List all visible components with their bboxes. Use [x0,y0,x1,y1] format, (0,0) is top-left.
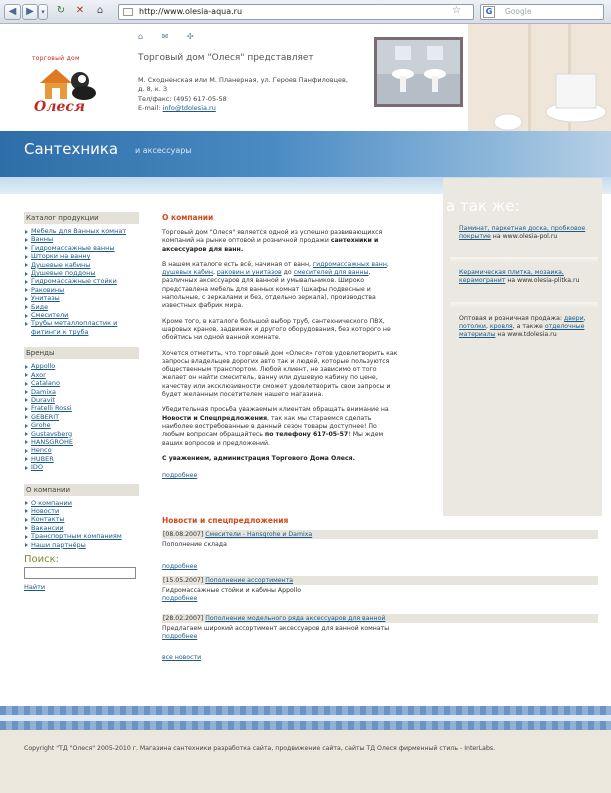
news-title-link[interactable]: Смесители - Hansgrohe и Damixa [205,531,313,538]
related-site-tile: www.olesia-plitka.ru [517,277,580,284]
related-title: а так же: [446,197,520,215]
catalog-item[interactable]: Раковины [31,285,65,294]
logo-brand: Олеся [34,99,86,115]
paragraph-4: Хочется отметить, что торговый дом «Олеся» готов удовлетворить как запросы владельцев дорогих авто так и людей, которые пользуются общественным транспортом. Любой клиент, не зависимо от того желает он найти смеситель, ванну или душевую кабину по цене, качеству или эксклюзивности сможет удовлетворить свои запросы и будет желанным посетителем нашего магазина. [162,349,398,399]
brand-item[interactable]: IDO [31,463,44,472]
logo-house-icon [36,63,102,103]
news-title: Новости и спецпредложения [162,516,289,525]
brand-item[interactable]: Axor [31,370,46,379]
paragraph-5: Убедительная просьба уважаемым клиентам обращать внимание на Новости и Спецпредложения, так как мы стараемся сделать наиболее востребованные в данный сезон товары доступнее! По любым вопросам обращайтесь по телефону 617-05-57! Мы ждем ваших вопросов и предложений. [162,406,389,447]
catalog-item[interactable]: Шторки на ванну [31,252,91,261]
browser-search-placeholder: Google [505,7,532,16]
phone: Тел/факс: (495) 617-05-58 [138,95,227,103]
news-title-link[interactable]: Пополнение модельного ряда аксессуаров для ванной [205,615,386,622]
catalog-item[interactable]: Гидромассажные стойки [31,277,117,286]
news-title-link[interactable]: Пополнение ассортимента [205,577,294,584]
news-more-link[interactable]: подробнее [162,633,198,640]
home-icon[interactable]: ⌂ [96,5,104,16]
copyright-text: Copyright "ТД "Олеся" 2005-2010 г. Магазина сантехники разработка сайта, продвижение сайта, сайты ТД Олеся фирменный стиль - InterLabs. [24,745,496,752]
google-icon: G [483,6,495,18]
news-text: Гидромассажные стойки и кабины Appollo [162,587,302,594]
address-line-2: д. 8, к. 3 [138,85,168,93]
header-icons [138,32,210,41]
brand-item[interactable]: HANSGROHE [31,437,73,446]
favicon-icon [123,8,133,16]
link-mixers[interactable]: смесителей для ванны [293,269,369,277]
news-section [162,516,598,661]
about-item[interactable]: Новости [31,506,60,515]
sitemap-link-icon[interactable]: ✣ [186,32,194,41]
related-link-finishing[interactable]: отделочные материалы [459,323,585,338]
link-sinks-toilets[interactable]: раковин и унитазов [216,269,282,277]
about-item[interactable]: Наши партнёры [31,540,86,549]
about-item[interactable]: Вакансии [31,523,64,532]
panel-divider [450,257,598,263]
related-link-tile[interactable]: Керамическая плитка, мозаика, керамогранит [459,269,564,284]
sink-photo [377,40,460,104]
news-more-link[interactable]: подробнее [162,595,198,602]
about-title: О компании [162,213,214,222]
news-text: Пополнение склада [162,541,227,548]
email-line [138,104,216,112]
news-text: Предлагаем широкий ассортимент аксессуаров для ванной комнаты [162,625,390,632]
catalog-item[interactable]: Душевые поддоны [31,269,96,278]
sink-photo-frame [374,37,463,107]
news-date: [08.08.2007] [163,531,204,538]
intro-title: Торговый дом "Олеся" представляет [138,53,314,63]
news-row [162,530,598,539]
brands-heading: Бренды [24,347,139,359]
brand-item[interactable]: Damixa [31,387,56,396]
all-news-link[interactable]: все новости [162,654,202,661]
back-button[interactable]: ◀ [4,4,21,20]
brand-item[interactable]: GEBERIT [31,412,60,421]
address-bar[interactable] [118,4,474,20]
news-row [162,614,598,623]
related-item-floor: Паминат, паркетная доска, пробковое покрытие на www.olesia-pol.ru [459,225,586,240]
brand-item[interactable]: Grohe [31,421,51,430]
browser-toolbar [0,0,611,24]
catalog-item[interactable]: Ванны [31,235,54,244]
search-label: Поиск: [24,554,60,565]
email-link[interactable]: info@tdolesia.ru [162,104,216,112]
footer-wave-decoration [0,706,611,730]
home-link-icon[interactable]: ⌂ [138,32,144,41]
email-label: E-mail: [138,104,161,112]
brand-item[interactable]: Catalano [31,379,60,388]
link-hydro-baths[interactable]: гидромассажных ванн [312,260,387,268]
site-footer [0,730,611,793]
brand-item[interactable]: HUBER [31,454,54,463]
catalog-item[interactable]: Трубы металлопластик и фитинги к труба [31,319,118,336]
paragraph-1: Торговый дом "Олеся" является одной из успешно развивающихся компаний на рынке оптовой и розничной продажи сантехники и аксессуаров для ванн. [162,229,383,253]
main-content [162,213,398,480]
link-shower-cabins[interactable]: душевых кабин [162,269,213,277]
paragraph-2: В нашем каталоге есть всё, начиная от ванн, гидромассажных ванн, душевых кабин, раковин и унитазов до смесителей для ванны, различных аксессуаров для ванной и умывальников. Широко представлена мебель для ванных комнат (шкафы подвесные и напольные, с зеркалами и без, отдельно зеркала), производства известных фабрик мира. [162,260,389,310]
search-button[interactable]: Найти [24,583,46,591]
paragraph-3: Кроме того, в каталоге большой выбор труб, сантехнического ПВХ, шаровых кранов, задвижек и другого оборудования, без которого не обойтись ни одной ванной комнате. [162,317,391,342]
about-item[interactable]: О компании [31,498,72,507]
reload-icon[interactable]: ↻ [56,5,66,16]
related-link-doors[interactable]: двери [563,315,584,322]
related-link-ceilings[interactable]: потолки [459,323,486,330]
brand-item[interactable]: Appollo [31,362,56,371]
catalog-list [24,227,139,336]
brand-item[interactable]: Duravit [31,395,55,404]
news-more-link[interactable]: подробнее [162,563,198,570]
forward-button[interactable]: ▶ [22,4,38,20]
related-item-tile: Керамическая плитка, мозаика, керамогранит на www.olesia-plitka.ru [459,269,580,284]
mail-link-icon[interactable]: ✉ [161,32,169,41]
brand-item[interactable]: Henco [31,446,52,455]
about-item[interactable]: Контакты [31,515,65,524]
brand-item[interactable]: Fratelli Rossi [31,404,72,413]
panel-divider [450,302,598,308]
left-sidebar [24,212,139,591]
catalog-item[interactable]: Унитазы [31,294,60,303]
about-item[interactable]: Транспортным компаниям [31,532,122,541]
site-search-input[interactable] [24,567,136,579]
brands-list [24,362,139,471]
catalog-item[interactable]: Биде [31,302,49,311]
stop-icon[interactable]: ✕ [75,5,85,16]
catalog-item[interactable]: Смесители [31,311,69,320]
brand-item[interactable]: Gustavsberg [31,429,73,438]
browser-search-box[interactable] [480,4,604,20]
news-row [162,576,598,585]
news-date: [28.02.2007] [163,615,204,622]
about-list [24,499,139,549]
address-url: http://www.olesia-aqua.ru [139,7,243,16]
catalog-item[interactable]: Мебель для Ванных комнат [31,227,127,235]
related-site-floor: www.olesia-pol.ru [502,233,558,240]
banner-title: Сантехника [24,140,119,158]
news-date: [15.05.2007] [163,577,204,584]
about-more-link[interactable]: подробнее [162,472,198,480]
bookmark-star-icon[interactable]: ☆ [452,5,461,16]
signature: С уважением, администрация Торгового Дома Олеся. [162,454,355,462]
related-link-floor[interactable]: Паминат, паркетная доска, пробковое покрытие [459,225,586,240]
catalog-item[interactable]: Гидромассажные ванны [31,243,115,252]
catalog-heading: Каталог продукции [24,212,139,224]
related-item-doors: Оптовая и розничная продажа: двери, потолки, кровля, а также отделочные материалы на www.tdolesia.ru [459,315,586,338]
history-dropdown-icon[interactable]: ▾ [38,4,48,20]
related-link-roof[interactable]: кровля [489,323,513,330]
bathroom-photo [468,24,611,134]
about-heading: О компании [24,484,139,496]
site-logo[interactable] [22,55,126,121]
catalog-item[interactable]: Душевые кабины [31,260,91,269]
banner-subtitle: и аксессуары [135,146,192,155]
logo-tagline: торговый дом [32,55,80,62]
address-line-1: М. Сходненская или М. Планерная, ул. Героев Панфиловцев, [138,76,348,84]
